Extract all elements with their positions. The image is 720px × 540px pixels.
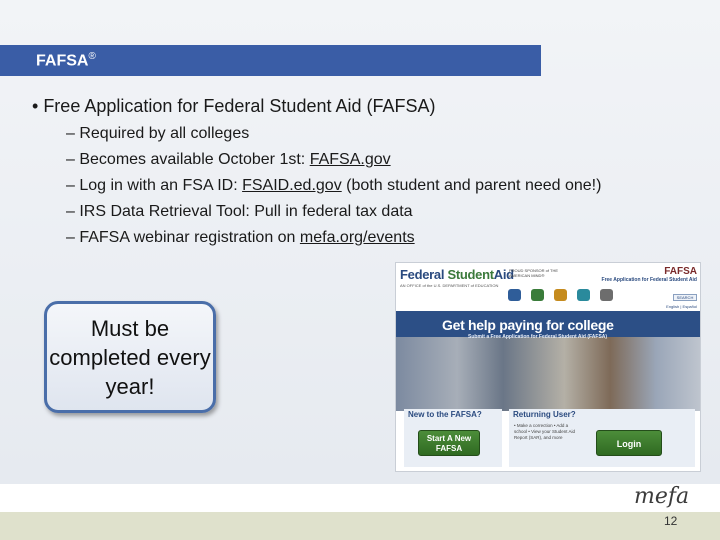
fafsa-brand-title: FAFSA: [664, 266, 697, 277]
fafsa-website-screenshot: [395, 262, 701, 472]
login-button[interactable]: Login: [596, 430, 662, 456]
start-new-fafsa-button[interactable]: Start A New FAFSA: [418, 430, 480, 456]
federal-student-aid-logo: Federal StudentAid: [400, 267, 514, 282]
page-number: 12: [664, 514, 678, 528]
fafsa-brand: [602, 266, 697, 283]
site-nav-icons: [508, 289, 613, 301]
fafsa-gov-link[interactable]: FAFSA.gov: [309, 151, 391, 168]
language-links[interactable]: English | Español: [666, 304, 697, 309]
sub-bullet-required: – Required by all colleges: [66, 125, 250, 142]
registered-mark: ®: [88, 51, 96, 62]
site-hero: [396, 311, 701, 411]
fsaid-link[interactable]: FSAID.ed.gov: [242, 177, 342, 194]
logo-tagline: AN OFFICE of the U.S. DEPARTMENT of EDUCATION: [400, 283, 499, 288]
contacts-icon[interactable]: [554, 289, 567, 301]
help-icon[interactable]: [600, 289, 613, 301]
new-user-title: New to the FAFSA?: [408, 410, 482, 419]
returning-user-title: Returning User?: [513, 410, 576, 419]
main-bullet: • Free Application for Federal Student Aid (FAFSA): [32, 96, 436, 116]
sponsor-text: PROUD SPONSOR of THE AMERICAN MIND®: [509, 268, 559, 278]
site-header: [396, 263, 701, 311]
fafsa-brand-subtitle: Free Application for Federal Student Aid: [601, 277, 697, 283]
deadlines-icon[interactable]: [577, 289, 590, 301]
site-search-button[interactable]: SEARCH: [673, 294, 697, 301]
callout-text: Must be completed every year!: [49, 315, 211, 399]
footer-bar: [0, 512, 720, 540]
home-icon[interactable]: [508, 289, 521, 301]
hero-subtitle: Submit a Free Application for Federal Student Aid (FAFSA): [468, 334, 608, 340]
resources-icon[interactable]: [531, 289, 544, 301]
sub-bullet-webinar: – FAFSA webinar registration on mefa.org/events: [66, 229, 415, 246]
mefa-logo: mefa: [634, 484, 690, 509]
sub-bullet-list: [66, 124, 601, 254]
sub-bullet-irs: – IRS Data Retrieval Tool: Pull in federal tax data: [66, 203, 413, 220]
sub-bullet-available: – Becomes available October 1st: FAFSA.gov: [66, 151, 391, 168]
mefa-events-link[interactable]: mefa.org/events: [299, 229, 415, 246]
hero-photo: [396, 337, 701, 411]
sub-bullet-fsa-id: – Log in with an FSA ID: FSAID.ed.gov (both student and parent need one!): [66, 177, 602, 194]
returning-user-options: • Make a correction • Add a school • View your Student Aid Report (SAR), and more: [514, 423, 576, 440]
callout-box: [44, 301, 216, 413]
hero-title: Get help paying for college: [442, 317, 614, 333]
slide-title: FAFSA®: [36, 51, 96, 70]
